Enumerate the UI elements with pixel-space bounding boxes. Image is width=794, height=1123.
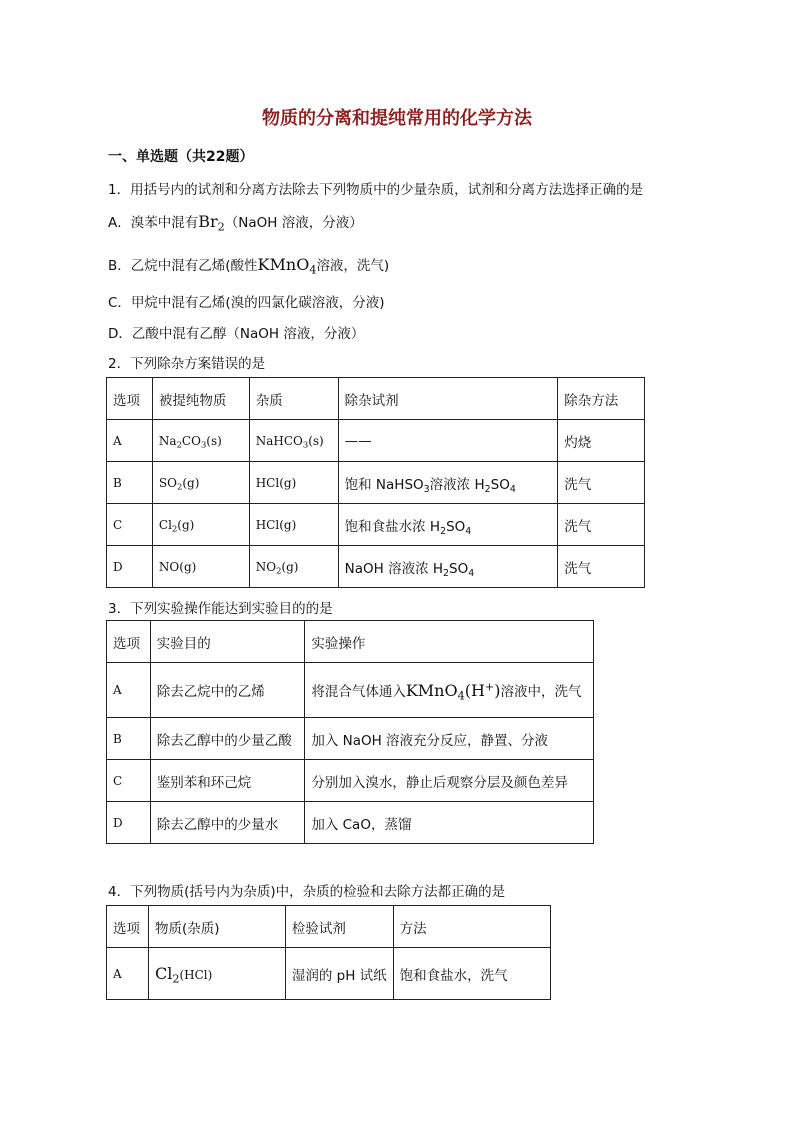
table-cell: D (107, 802, 151, 844)
table-header: 除杂试剂 (338, 378, 558, 420)
table-cell: 将混合气体通入KMnO$_4$(H+)溶液中，洗气 (305, 663, 594, 718)
table-cell: NaOH 溶液浓 $H_2SO_4$ (338, 546, 558, 588)
option-letter: D． (108, 326, 132, 342)
table-cell: 洗气 (558, 546, 645, 588)
table-header-row (107, 378, 645, 420)
table-cell: A (107, 663, 151, 718)
table-cell: 灼烧 (558, 420, 645, 462)
q1-option-d (108, 322, 364, 342)
q2-table (106, 377, 645, 588)
table-cell: 洗气 (558, 462, 645, 504)
chem-formula: $Cl_2$ (154, 964, 180, 986)
option-text: 甲烷中混有乙烯(溴的四氯化碳溶液，分液) (130, 295, 385, 311)
option-letter: B． (108, 258, 131, 274)
table-header: 选项 (107, 906, 149, 948)
table-cell: D (107, 546, 153, 588)
q1-option-a (108, 211, 363, 234)
table-cell: $Cl_2(HCl)$ (148, 948, 285, 1000)
table-row (107, 802, 594, 844)
table-cell: 除去乙烷中的乙烯 (150, 663, 305, 718)
q4-table (106, 905, 551, 1000)
q3-table (106, 620, 594, 844)
table-header: 实验操作 (305, 621, 594, 663)
table-cell: NaHCO$_3$(s) (249, 420, 338, 462)
table-row (107, 663, 594, 718)
table-cell: 饱和 NaHSO$_3$溶液浓 $H_2SO_4$ (338, 462, 558, 504)
table-header: 被提纯物质 (152, 378, 249, 420)
page-title: 物质的分离和提纯常用的化学方法 (262, 108, 532, 129)
q1-option-b (108, 254, 390, 277)
table-header: 除杂方法 (558, 378, 645, 420)
table-header: 选项 (107, 378, 153, 420)
table-cell: A (107, 948, 149, 1000)
table-cell: —— (338, 420, 558, 462)
section-heading: 一、单选题（共22题） (108, 149, 254, 165)
table-cell: 加入 CaO，蒸馏 (305, 802, 594, 844)
table-cell: B (107, 718, 151, 760)
table-cell: HCl(g) (249, 462, 338, 504)
table-header: 方法 (393, 906, 550, 948)
table-cell: $SO_2(g)$ (152, 462, 249, 504)
option-text: 溶液，洗气) (316, 258, 390, 274)
table-cell: 分别加入溴水，静止后观察分层及颜色差异 (305, 760, 594, 802)
chem-formula: KMnO$_4$ (257, 255, 317, 277)
table-row (107, 546, 645, 588)
table-row (107, 760, 594, 802)
q1-stem: 1．用括号内的试剂和分离方法除去下列物质中的少量杂质，试剂和分离方法选择正确的是 (108, 182, 644, 198)
chem-formula: $Br_2$ (198, 212, 225, 234)
table-header-row (107, 906, 551, 948)
table-cell: 饱和食盐水，洗气 (393, 948, 550, 1000)
table-header: 实验目的 (150, 621, 305, 663)
option-text: 乙烷中混有乙烯(酸性 (130, 258, 258, 274)
table-header: 杂质 (249, 378, 338, 420)
table-cell: 除去乙醇中的少量乙酸 (150, 718, 305, 760)
q3-stem: 3．下列实验操作能达到实验目的的是 (108, 601, 333, 617)
table-cell: A (107, 420, 153, 462)
table-cell: 饱和食盐水浓 $H_2SO_4$ (338, 504, 558, 546)
chem-formula: KMnO$_4$(H+) (405, 680, 501, 703)
table-cell: $Cl_2(g)$ (152, 504, 249, 546)
table-row (107, 462, 645, 504)
table-cell: 鉴别苯和环己烷 (150, 760, 305, 802)
table-cell: $NO_2(g)$ (249, 546, 338, 588)
table-row (107, 948, 551, 1000)
table-cell: 除去乙醇中的少量水 (150, 802, 305, 844)
option-letter: C． (108, 295, 131, 311)
table-row (107, 718, 594, 760)
table-cell: 湿润的 pH 试纸 (285, 948, 393, 1000)
q1-option-c (108, 291, 384, 311)
table-cell: NO(g) (152, 546, 249, 588)
table-row (107, 504, 645, 546)
option-text: 乙酸中混有乙醇（NaOH 溶液，分液） (131, 326, 365, 342)
table-header-row (107, 621, 594, 663)
table-header: 选项 (107, 621, 151, 663)
table-cell: C (107, 760, 151, 802)
table-header: 物质(杂质) (148, 906, 285, 948)
table-cell: B (107, 462, 153, 504)
table-cell: 洗气 (558, 504, 645, 546)
option-letter: A． (108, 215, 131, 231)
table-header: 检验试剂 (285, 906, 393, 948)
table-row (107, 420, 645, 462)
table-cell: $Na_2CO_3(s)$ (152, 420, 249, 462)
table-cell: 加入 NaOH 溶液充分反应，静置、分液 (305, 718, 594, 760)
table-cell: C (107, 504, 153, 546)
option-text: （NaOH 溶液，分液） (224, 215, 363, 231)
q2-stem: 2．下列除杂方案错误的是 (108, 356, 266, 372)
option-text: 溴苯中混有 (130, 215, 199, 231)
q4-stem: 4．下列物质(括号内为杂质)中，杂质的检验和去除方法都正确的是 (108, 884, 506, 900)
table-cell: HCl(g) (249, 504, 338, 546)
